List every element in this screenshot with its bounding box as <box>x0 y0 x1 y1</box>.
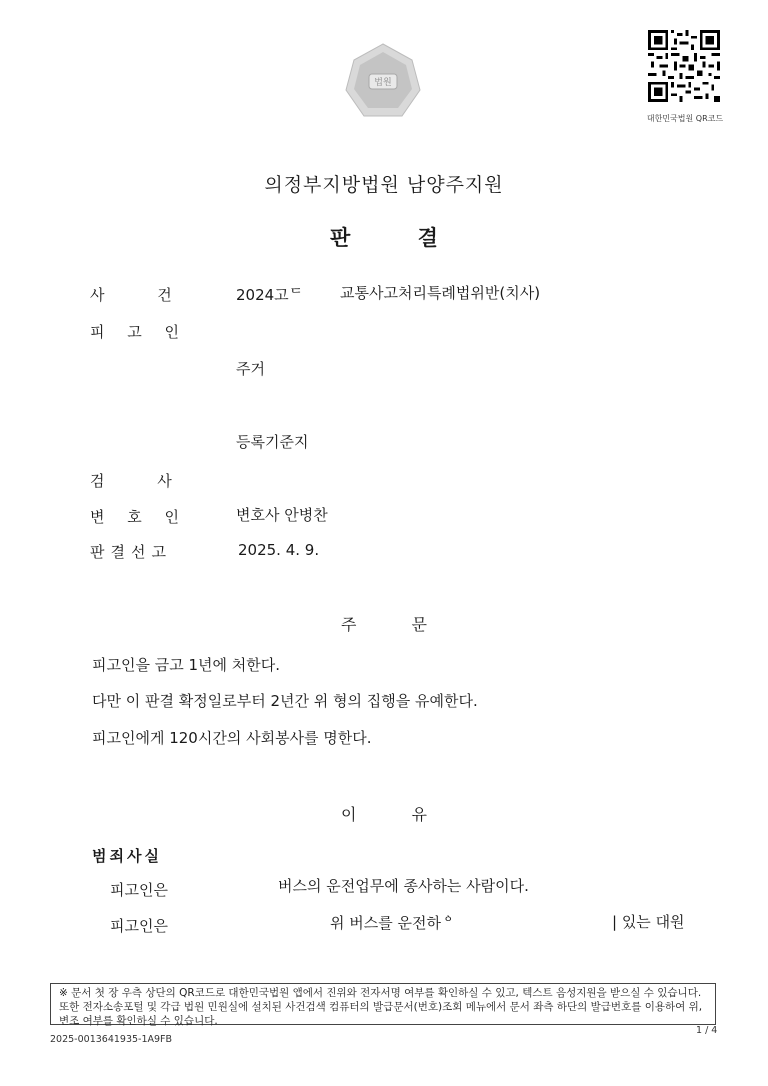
court-emblem-logo <box>342 40 424 122</box>
document-title: 판 결 <box>330 226 438 250</box>
registry-label: 등록기준지 <box>236 433 309 451</box>
order-line-3: 피고인에게 120시간의 사회봉사를 명한다. <box>92 729 372 747</box>
case-label: 사 건 <box>90 286 172 304</box>
fact-label-2: 피고인은 <box>110 917 168 935</box>
qr-caption: 대한민국법원 QR코드 <box>646 114 724 123</box>
qr-code[interactable] <box>648 30 720 102</box>
fact-text-2: 위 버스를 운전하ᅌ <box>330 914 456 932</box>
facts-title: 범죄사실 <box>92 847 162 865</box>
fact-label-1: 피고인은 <box>110 881 168 899</box>
address-label: 주거 <box>236 360 265 378</box>
verdict-date-label: 판결선고 <box>90 543 172 561</box>
order-line-1: 피고인을 금고 1년에 처한다. <box>92 656 281 674</box>
verification-notice: ※ 문서 첫 장 우측 상단의 QR코드로 대한민국법원 앱에서 진위와 전자서명 여부를 확인하실 수 있고, 텍스트 음성지원을 받으실 수 있습니다. 또한 전자소송포털 및 각급 법원 민원실에 설치된 사건검색 컴퓨터의 발급문서(번호)조회 메뉴에서 문서 좌측 하단의 발급번호를 이용하여 위,변조 여부를 확인하실 수 있습니다. <box>50 983 716 1025</box>
case-charge: 교통사고처리특례법위반(치사) <box>340 284 541 302</box>
order-line-2: 다만 이 판결 확정일로부터 2년간 위 형의 집행을 유예한다. <box>92 692 478 710</box>
reasons-title: 이 유 <box>341 805 427 824</box>
prosecutor-label: 검 사 <box>90 472 172 490</box>
counsel-label: 변 호 인 <box>90 508 180 526</box>
counsel-value: 변호사 안병찬 <box>236 506 328 524</box>
defendant-label: 피 고 인 <box>90 323 180 341</box>
fact-text-2-tail: | 있는 대원 <box>612 913 685 931</box>
emblem-text: 법원 <box>374 78 392 88</box>
court-name: 의정부지방법원 남양주지원 <box>264 174 504 196</box>
order-title: 주 문 <box>341 615 427 634</box>
fact-text-1: 버스의 운전업무에 종사하는 사람이다. <box>278 877 529 895</box>
issue-number: 2025-0013641935-1A9FB <box>50 1034 173 1045</box>
case-number: 2024고ᄃ <box>236 286 304 304</box>
page-number: 1 / 4 <box>696 1025 718 1036</box>
verdict-date-value: 2025. 4. 9. <box>238 541 320 559</box>
